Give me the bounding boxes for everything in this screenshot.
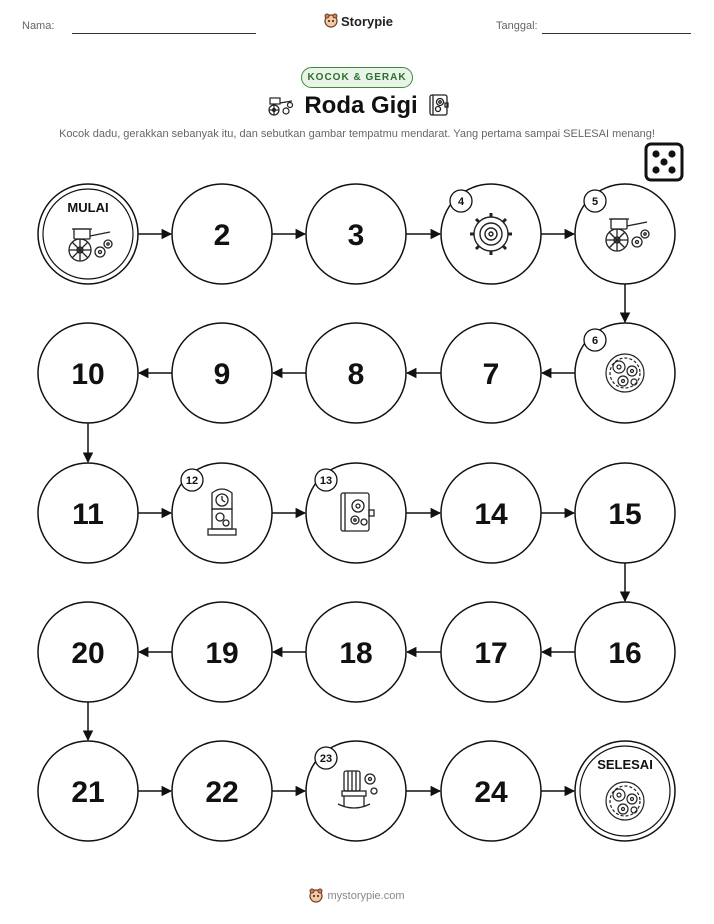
tile-number: 14	[474, 498, 508, 531]
brand-name: Storypie	[341, 13, 394, 29]
tile-number: 6	[591, 335, 599, 347]
tile-label: MULAI	[67, 200, 109, 215]
tile-number: 10	[71, 358, 105, 391]
tile-number: 18	[339, 637, 373, 670]
tile-number: 21	[71, 776, 105, 809]
tile-number: 16	[608, 637, 642, 670]
board-tile[interactable]	[38, 602, 138, 702]
footer	[0, 888, 714, 904]
tile-circle	[38, 184, 138, 284]
board-tile[interactable]	[575, 323, 675, 423]
tile-number: 20	[71, 637, 105, 670]
tile-number: 24	[474, 776, 508, 809]
tile-number: 15	[608, 498, 642, 531]
board-tile[interactable]	[172, 184, 272, 284]
tile-number: 19	[205, 637, 239, 670]
date-label: Tanggal:	[496, 20, 538, 32]
board-tile[interactable]	[575, 602, 675, 702]
storypie-mascot-icon	[309, 888, 323, 904]
tile-label: SELESAI	[597, 757, 653, 772]
board-tile[interactable]	[441, 741, 541, 841]
tile-number: 8	[347, 358, 365, 391]
tile-number: 5	[591, 196, 599, 208]
board-tile[interactable]	[441, 463, 541, 563]
tile-number: 11	[72, 498, 104, 531]
instructions: Kocok dadu, gerakkan sebanyak itu, dan sebutkan gambar tempatmu mendarat. Yang pertama sampai SELESAI menang!	[59, 128, 655, 140]
board-tile[interactable]	[441, 602, 541, 702]
title-text: Roda Gigi	[304, 92, 418, 119]
board-tile[interactable]	[38, 463, 138, 563]
board-tile[interactable]	[172, 602, 272, 702]
board-tile[interactable]	[306, 184, 406, 284]
board-tile[interactable]	[441, 323, 541, 423]
board-tile[interactable]	[38, 323, 138, 423]
board-tile[interactable]	[306, 463, 406, 563]
tile-number: 12	[185, 475, 199, 487]
footer-url[interactable]: mystorypie.com	[327, 890, 405, 902]
tile-circle	[575, 741, 675, 841]
board-tile[interactable]	[172, 463, 272, 563]
activity-badge: KOCOK & GERAK	[301, 67, 413, 88]
tile-number: 23	[319, 753, 333, 765]
board-tile[interactable]	[441, 184, 541, 284]
board-tile[interactable]	[575, 463, 675, 563]
board-tile[interactable]	[38, 184, 138, 284]
board-tile[interactable]	[306, 323, 406, 423]
tile-number: 22	[205, 776, 239, 809]
board-tile[interactable]	[38, 741, 138, 841]
name-label: Nama:	[22, 20, 55, 32]
tile-number: 4	[457, 196, 465, 208]
tile-number: 3	[347, 219, 365, 252]
board-tile[interactable]	[306, 602, 406, 702]
board-tile[interactable]	[575, 741, 675, 841]
tile-number: 13	[319, 475, 333, 487]
board-tile[interactable]	[306, 741, 406, 841]
board-tile[interactable]	[172, 323, 272, 423]
tile-number: 7	[482, 358, 500, 391]
tile-number: 17	[474, 637, 508, 670]
tile-number: 2	[213, 219, 231, 252]
board-tile[interactable]	[172, 741, 272, 841]
tile-number: 9	[213, 358, 231, 391]
board-tile[interactable]	[575, 184, 675, 284]
